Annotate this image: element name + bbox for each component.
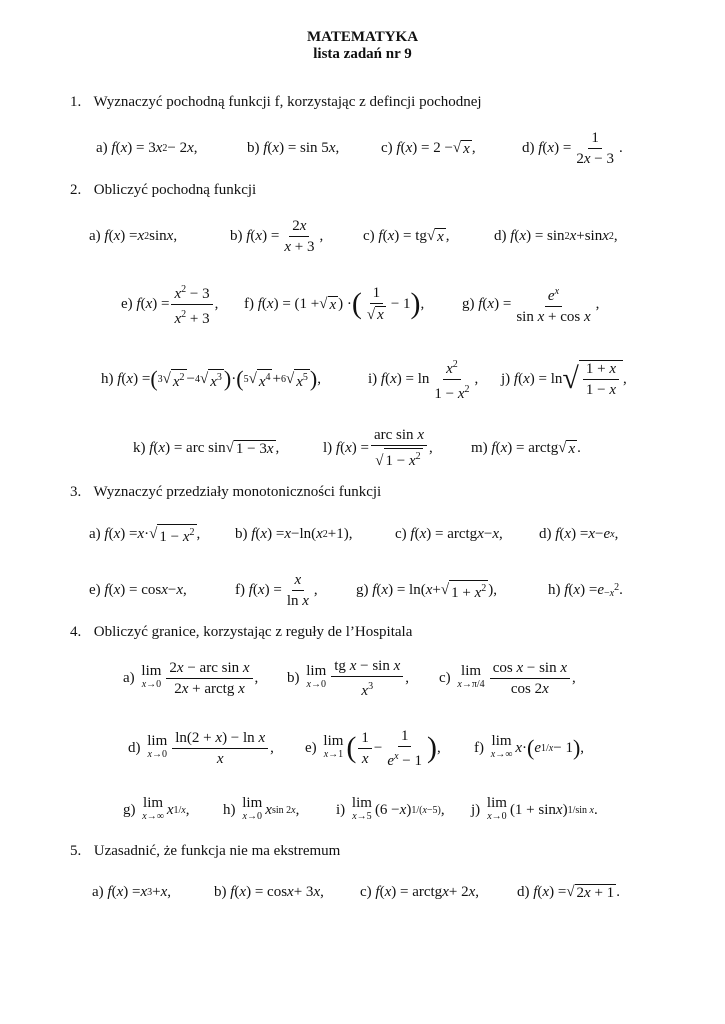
- task-3g: g) f ( x ) = ln( x + √ $1 + x^2$ ),: [356, 581, 497, 601]
- task-4e: e) lim x→1 ( 1 x − 1 $e^x - 1$ ) ,: [305, 727, 441, 769]
- section-number: 1.: [70, 94, 82, 110]
- section-5-heading: 5. Uzasadnić, że funkcja nie ma ekstremum: [70, 843, 341, 859]
- task-2e: e) f ( x ) = $x^2 - 3$ $x^2 + 3$ ,: [121, 283, 219, 327]
- task-4d: d) lim x→0 ln(2 + x) − ln x x ,: [128, 729, 274, 767]
- task-2c: c) f ( x ) = tg √ x ,: [363, 227, 450, 245]
- section-2-heading: 2. Obliczyć pochodną funkcji: [70, 182, 257, 198]
- task-2h: h) f ( x ) = ( 3 √ $x^2$ − 4 √ $x^3$ ) · ( 5 √ $x^4$ + 6 √ $x^5$ ) ,: [101, 366, 321, 391]
- task-5d: d) f ( x ) = √ 2x + 1 .: [517, 883, 620, 901]
- section-1-row: [0, 112, 725, 184]
- section-2-row-1: [0, 200, 725, 272]
- task-2k: k) f ( x ) = arc sin √ 1 − 3x ,: [133, 439, 280, 457]
- task-4h: h) lim x→0 x sin 2x ,: [223, 795, 300, 822]
- task-3c: c) f ( x ) = arctg x − x ,: [395, 525, 503, 542]
- task-4b: b) lim x→0 tg x − sin x $x^3$ ,: [287, 657, 409, 699]
- task-5a: a) f ( x ) = x 3 + x ,: [92, 883, 172, 900]
- task-4f: f) lim x→∞ x · ( e 1/x − 1 ) ,: [474, 733, 585, 760]
- section-3-heading: 3. Wyznaczyć przedziały monotoniczności funkcji: [70, 484, 382, 500]
- task-2l: l) f ( x ) = arc sin x √ $1 - x^2$ ,: [323, 427, 433, 469]
- task-4j: j) lim x→0 (1 + sin x ) 1/sin x .: [471, 795, 598, 822]
- section-2-row-3: [0, 343, 725, 415]
- section-1-heading: [70, 94, 482, 111]
- task-3d: d) f ( x ) = x − e x ,: [539, 525, 619, 542]
- task-4i: i) lim x→5 (6 − x ) 1/(x−5) ,: [336, 795, 445, 822]
- document-title: [0, 29, 725, 63]
- section-text: Wyznaczyć pochodną funkcji f, korzystając z defincji pochodnej: [93, 94, 482, 110]
- task-3a: a) f ( x ) = x · √ $1 - x^2$ ,: [89, 525, 201, 545]
- section-5-row-1: [0, 856, 725, 928]
- task-2g: g) f ( x ) = $e^x$ sin x + cos x ,: [462, 285, 600, 325]
- task-3h: h) f ( x ) = e $-x^2$ .: [548, 581, 623, 599]
- task-4g: g) lim x→∞ x 1/x ,: [123, 795, 190, 822]
- section-4-heading: 4. Obliczyć granice, korzystając z reguły de l’Hospitala: [70, 624, 413, 640]
- task-2b: b) f ( x ) = 2x x + 3 ,: [230, 217, 324, 255]
- task-2i: i) f ( x ) = ln $x^2$ $1 - x^2$ ,: [368, 358, 479, 402]
- task-2d: d) f ( x ) = sin 2 x +sin x 2 ,: [494, 227, 618, 244]
- title-sub: lista zadań nr 9: [313, 46, 412, 62]
- task-4a: a) lim x→0 2x − arc sin x 2x + arctg x ,: [123, 659, 259, 697]
- task-4c: c) lim x→π/4 cos x − sin x cos 2x ,: [439, 659, 576, 697]
- task-3f: f) f ( x ) = x ln x ,: [235, 571, 318, 609]
- title-main: MATEMATYKA: [306, 29, 419, 45]
- task-3b: b) f ( x ) = x −ln( x 2 +1),: [235, 525, 353, 542]
- task-2m: m) f ( x ) = arctg √ x .: [471, 439, 581, 457]
- task-5c: c) f ( x ) = arctg x + 2 x ,: [360, 883, 479, 900]
- section-4-row-3: [0, 774, 725, 846]
- task-1a: a) f ( x ) = 3 x 2 − 2 x ,: [96, 139, 198, 156]
- task-1c: c) f ( x ) = 2 − √ x ,: [381, 139, 476, 157]
- section-2-row-2: [0, 268, 725, 340]
- task-2a: a) f ( x ) = x 2 sin x ,: [89, 227, 178, 244]
- task-2f: f) f ( x ) = (1 + √ x ) · ( 1 √ x − 1 ) ,: [244, 285, 425, 323]
- section-3-row-2: [0, 554, 725, 626]
- section-2-row-4: [0, 412, 725, 484]
- task-5b: b) f ( x ) = cos x + 3 x ,: [214, 883, 324, 900]
- task-3e: e) f ( x ) = cos x − x ,: [89, 581, 187, 598]
- task-1d: d) f ( x ) = 1 2x − 3 .: [522, 129, 623, 167]
- task-2j: j) f ( x ) = ln √ $\frac{1 + x}{1 - x}$ ,: [501, 361, 627, 398]
- task-1b: b) f ( x ) = sin 5 x ,: [247, 139, 340, 156]
- section-4-row-1: [0, 642, 725, 714]
